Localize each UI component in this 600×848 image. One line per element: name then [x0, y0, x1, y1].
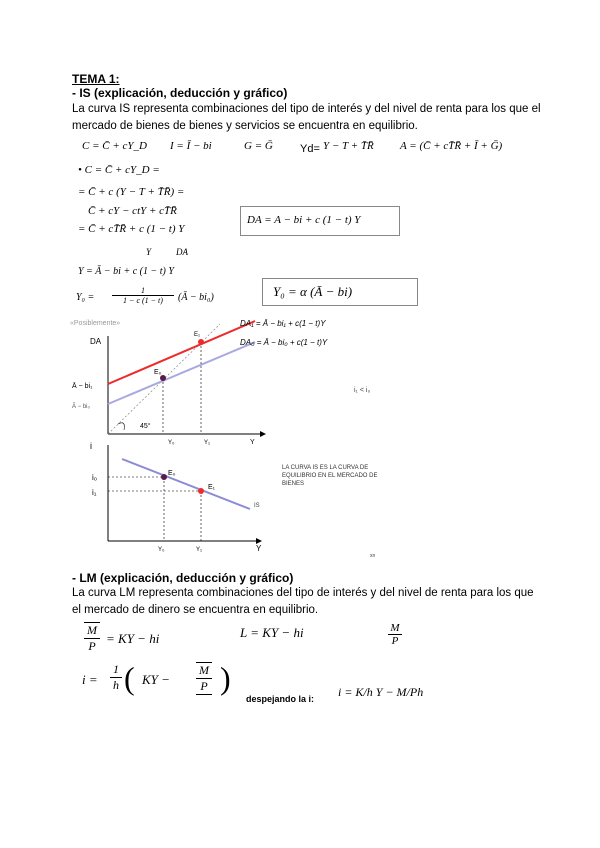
i-axis-label: i [90, 441, 92, 451]
y0-tick: Y₀ [168, 440, 175, 446]
e1-label-bottom: E₁ [208, 484, 216, 491]
ytick-da0: Ā − bi₀ [72, 404, 90, 410]
section-title: TEMA 1: [72, 72, 120, 86]
y1-tick-bottom: Y₁ [196, 547, 203, 553]
p-den-1: P [88, 639, 96, 653]
angle-arc-icon [118, 423, 124, 430]
one-num: 1 [110, 662, 122, 678]
mp-fraction-1 [84, 622, 100, 654]
p-den-4: P [196, 679, 212, 695]
is-subtitle: - IS (explicación, deducción y gráfico) [72, 86, 288, 100]
y0-box [262, 278, 418, 306]
y0-frac-num: 1 [112, 286, 174, 296]
eq1-rhs: = KY − hi [106, 631, 160, 646]
da1-line [108, 321, 255, 384]
i0-tick: i₀ [92, 473, 98, 482]
is-paragraph: La curva IS representa combinaciones del tipo de interés y del nivel de renta para los que el mercado de bienes de bienes y servicios se encuentra en equilibrio. [72, 103, 541, 132]
eq-government: G = Ḡ [244, 140, 273, 152]
deriv-line-2: = C̄ + c (Y − T + T̄R̄) = [78, 186, 185, 198]
e0-label: E₀ [154, 369, 162, 376]
y0-boxed-equation: Y₀ = α (Ā − bi) [273, 284, 353, 299]
graph-caption: «Posiblemente» [70, 320, 121, 327]
deriv-line-4: = C̄ + cT̄R̄ + c (1 − t) Y [78, 223, 185, 235]
m-num-4: M [196, 662, 212, 679]
deriv-line-1: • C = C̄ + cY_D = [78, 164, 160, 176]
deriv-line-3: C̄ + cY − ctY + cT̄R̄ [88, 205, 177, 217]
y0-right: (Ā − bi₀) [178, 292, 214, 303]
eq-solved-i: i = K/h Y − M/Ph [338, 685, 424, 699]
keynesian-cross-graph [70, 316, 400, 446]
i1-tick: i₁ [92, 488, 97, 497]
eq-l: L = KY − hi [240, 625, 304, 640]
e0-label-bottom: E₀ [168, 470, 176, 477]
eq-consumption: C = C̄ + cY_D [82, 140, 147, 152]
da0-label: DA₀ = Ā − bi₀ + c(1 − t)Y [240, 338, 328, 347]
left-paren-icon: ( [124, 660, 135, 696]
e1-label: E₁ [194, 332, 201, 338]
da-axis-label: DA [90, 337, 102, 346]
point-e1-bottom [198, 488, 204, 494]
da-equation: DA = A − bi + c (1 − t) Y [247, 214, 361, 226]
ytick-da1: Ā − bi₁ [72, 383, 93, 390]
eq4-body: KY − [142, 672, 170, 687]
y-label: Y [146, 247, 152, 257]
angle-label: 45° [140, 423, 151, 430]
eq-investment: I = Ī − bi [170, 140, 212, 152]
despejando-label: despejando la i: [246, 694, 315, 704]
is-curve-graph [70, 437, 400, 559]
y-equation: Y = Ā − bi + c (1 − t) Y [78, 266, 174, 277]
h-den: h [113, 678, 119, 692]
y0-frac-den: 1 − c (1 − t) [123, 296, 163, 305]
eq-disposable-income: Y − T + T̄R̄ [323, 140, 374, 152]
right-paren-icon: ) [220, 660, 231, 696]
eq-autonomous-spending: A = (C̄ + cT̄R̄ + Ī + Ḡ) [400, 140, 503, 152]
is-label: IS [254, 503, 260, 509]
da0-line [108, 342, 255, 404]
p-den-3: P [391, 635, 399, 647]
is-note: LA CURVA IS ES LA CURVA DE EQUILIBRIO EN EL MERCADO DE BIENES [282, 465, 378, 487]
mp-fraction-4 [196, 662, 212, 695]
corner-mark: xn [370, 553, 376, 559]
point-e0-bottom [161, 474, 167, 480]
point-e1 [198, 339, 204, 345]
mp-fraction-3 [388, 622, 402, 647]
one-over-h [110, 662, 122, 693]
eq4-lhs: i = [82, 672, 98, 687]
da-label: DA [176, 247, 188, 257]
y0-left: Y₀ = [76, 292, 95, 303]
y-axis-label-bottom: Y [256, 544, 262, 553]
m-num-1: M [84, 622, 100, 639]
is-curve [122, 459, 250, 509]
lm-paragraph: La curva LM representa combinaciones del tipo de interés y del nivel de renta para los que el mercado de dinero se encuentra en equilibrio. [72, 587, 534, 616]
da-box [240, 206, 400, 236]
y0-fraction [112, 286, 174, 305]
y-axis-label-top: Y [250, 439, 255, 446]
y0-tick-bottom: Y₀ [158, 547, 165, 553]
lm-subtitle: - LM (explicación, deducción y gráfico) [72, 571, 294, 585]
m-num-3: M [388, 622, 402, 635]
da1-label: DA₁ = Ā − bi₁ + c(1 − t)Y [240, 319, 326, 328]
y1-tick: Y₁ [204, 440, 211, 446]
rate-note: i₁ < i₀ [354, 387, 371, 394]
yd-label: Yd= [300, 143, 320, 155]
